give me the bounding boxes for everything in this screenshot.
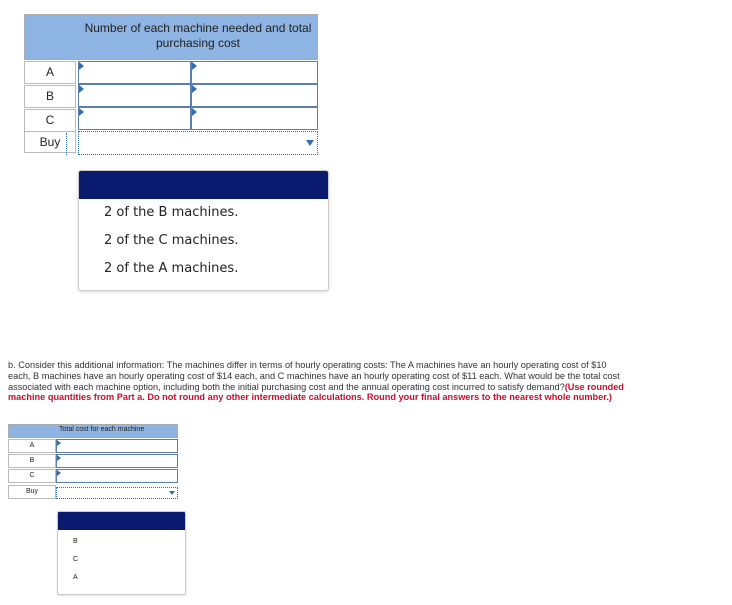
row2-label-c: C	[8, 469, 56, 483]
dropdown2-option-c[interactable]: C	[73, 556, 79, 563]
buy-row-divider	[66, 133, 67, 155]
dropdown2-option-a[interactable]: A	[73, 574, 78, 581]
input-marker-icon	[57, 440, 61, 446]
dropdown-option-a[interactable]: 2 of the A machines.	[104, 261, 239, 276]
dropdown-highlight-bar[interactable]	[79, 171, 328, 199]
input-a-count[interactable]	[78, 61, 191, 84]
dropdown2-option-b[interactable]: B	[73, 538, 78, 545]
input-marker-icon	[57, 455, 61, 461]
part-b-question	[8, 360, 628, 403]
dropdown-option-b[interactable]: 2 of the B machines.	[104, 205, 239, 220]
buy-dropdown-menu-2	[57, 511, 186, 595]
dropdown-highlight-bar[interactable]	[58, 512, 185, 530]
buy-select-2[interactable]	[56, 487, 178, 499]
input-c-count[interactable]	[78, 107, 191, 130]
row2-label-buy: Buy	[8, 485, 56, 499]
dropdown-option-c[interactable]: 2 of the C machines.	[104, 233, 239, 248]
total-cost-input-a[interactable]	[56, 439, 178, 453]
chevron-down-icon	[169, 491, 175, 495]
total-cost-input-c[interactable]	[56, 469, 178, 483]
total-cost-input-b[interactable]	[56, 454, 178, 468]
input-marker-icon	[192, 62, 197, 70]
buy-dropdown-menu	[78, 170, 329, 291]
table-header-label: Number of each machine needed and total purchasing cost	[84, 21, 312, 50]
row-label-a: A	[24, 61, 76, 84]
input-marker-icon	[79, 108, 84, 116]
input-c-cost[interactable]	[191, 107, 318, 130]
row-label-buy: Buy	[24, 131, 76, 153]
row-label-b: B	[24, 85, 76, 108]
input-b-cost[interactable]	[191, 84, 318, 107]
input-b-count[interactable]	[78, 84, 191, 107]
row2-label-a: A	[8, 439, 56, 453]
input-marker-icon	[192, 85, 197, 93]
input-marker-icon	[57, 470, 61, 476]
input-marker-icon	[79, 62, 84, 70]
buy-select[interactable]	[78, 131, 318, 155]
input-a-cost[interactable]	[191, 61, 318, 84]
input-marker-icon	[79, 85, 84, 93]
input-marker-icon	[192, 108, 197, 116]
part-b-intro: b. Consider this additional information: The machines differ in terms of hourly operating costs: The A machines have an hourly operating cost of $10 each, B machines have an hourly operating cost of $14 each, and C machines have an hourly operating cost of $11 each. What would be the total cost associated with each machine option, including both the initial purchasing cost and the annual operating cost incurred to satisfy demand?	[8, 360, 620, 392]
total-cost-header-label: Total cost for each machine	[59, 426, 145, 433]
chevron-down-icon	[306, 140, 314, 146]
row2-label-b: B	[8, 454, 56, 468]
row-label-c: C	[24, 109, 76, 132]
part-b-instruction: (Use rounded machine quantities from Part a. Do not round any other intermediate calculations. Round your final answers to the nearest whole number.)	[8, 381, 624, 403]
